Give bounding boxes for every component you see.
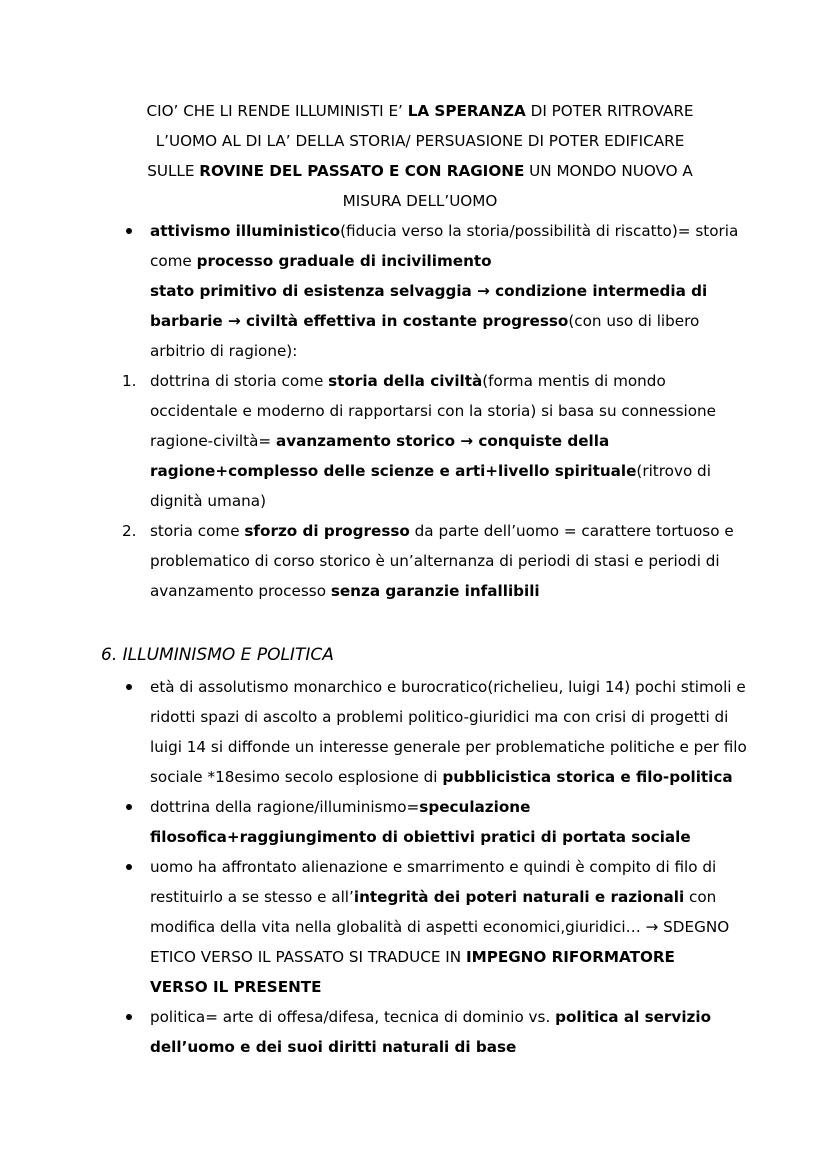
bullet-icon — [126, 228, 132, 234]
text-line — [150, 516, 828, 546]
text-line — [150, 216, 828, 246]
bold-text: pubblicistica storica e filo-politica — [442, 768, 733, 786]
text-line — [150, 456, 828, 486]
text-line — [150, 366, 828, 396]
text-line: problematico di corso storico è un’alternanza di periodi di stasi e periodi di — [150, 552, 720, 570]
bold-text: processo graduale di incivilimento — [196, 252, 492, 270]
bold-text: avanzamento storico → conquiste della — [275, 432, 610, 450]
bold-text: senza garanzie infallibili — [330, 582, 540, 600]
text: avanzamento processo — [150, 582, 331, 600]
text: ragione-civiltà= — [150, 432, 276, 450]
text-line: L’UOMO AL DI LA’ DELLA STORIA/ PERSUASIONE DI POTER EDIFICARE — [155, 132, 685, 150]
text-line: ridotti spazi di ascolto a problemi politico-giuridici ma con crisi di progetti di — [150, 708, 729, 726]
text: (forma mentis di mondo — [482, 372, 666, 390]
text-line — [150, 762, 828, 792]
text: CIO’ CHE LI RENDE ILLUMINISTI E’ — [146, 102, 408, 120]
text-line: modifica della vita nella globalità di aspetti economici,giuridici… → SDEGNO — [150, 918, 730, 936]
text-line — [150, 882, 828, 912]
bold-text: IMPEGNO RIFORMATORE — [465, 948, 675, 966]
text: dottrina della ragione/illuminismo= — [150, 798, 420, 816]
list-item — [0, 852, 828, 1002]
text: UN MONDO NUOVO A — [524, 162, 693, 180]
bold-text: politica al servizio — [555, 1008, 712, 1026]
text-line: età di assolutismo monarchico e burocratico(richelieu, luigi 14) pochi stimoli e — [150, 678, 746, 696]
item-number: 2. — [122, 522, 137, 540]
text: SULLE — [147, 162, 200, 180]
text: restituirlo a se stesso e all’ — [150, 888, 354, 906]
text-line: stato primitivo di esistenza selvaggia → condizione intermedia di — [150, 282, 708, 300]
list-item — [0, 792, 828, 852]
text-line — [150, 942, 828, 972]
intro-paragraph — [100, 96, 740, 216]
text-line: MISURA DELL’UOMO — [342, 192, 498, 210]
text-line: dignità umana) — [150, 492, 267, 510]
bold-text: ROVINE DEL PASSATO E CON RAGIONE — [199, 162, 525, 180]
politics-list — [0, 672, 828, 1062]
bold-text: barbarie → civiltà effettiva in costante progresso — [150, 312, 569, 330]
bullet-icon — [126, 864, 132, 870]
text: dottrina di storia come — [150, 372, 329, 390]
text-line — [150, 792, 828, 822]
text-line: occidentale e moderno di rapportarsi con la storia) si basa su connessione — [150, 402, 716, 420]
text: come — [150, 252, 197, 270]
text-line — [150, 426, 828, 456]
list-item — [0, 216, 828, 366]
text-line: uomo ha affrontato alienazione e smarrimento e quindi è compito di filo di — [150, 858, 717, 876]
text-line: filosofica+raggiungimento di obiettivi pratici di portata sociale — [150, 828, 691, 846]
bold-text: integrità dei poteri naturali e razionali — [353, 888, 685, 906]
text: (con uso di libero — [568, 312, 700, 330]
text: storia come — [150, 522, 245, 540]
list-item — [0, 672, 828, 792]
history-list — [0, 216, 828, 606]
text-line — [100, 96, 740, 126]
text-line: dell’uomo e dei suoi diritti naturali di base — [150, 1038, 517, 1056]
numbered-item — [0, 516, 828, 606]
text: con — [684, 888, 717, 906]
bold-text: sforzo di progresso — [244, 522, 410, 540]
list-item — [0, 1002, 828, 1062]
text-line: luigi 14 si diffonde un interesse generale per problematiche politiche e per filo — [150, 738, 747, 756]
item-number: 1. — [122, 372, 137, 390]
text: (ritrovo di — [636, 462, 711, 480]
bullet-icon — [126, 1014, 132, 1020]
text-line — [150, 576, 828, 606]
text-line — [150, 246, 828, 276]
text: politica= arte di offesa/difesa, tecnica di dominio vs. — [150, 1008, 556, 1026]
text: ETICO VERSO IL PASSATO SI TRADUCE IN — [150, 948, 466, 966]
bold-text: speculazione — [419, 798, 531, 816]
text: da parte dell’uomo = carattere tortuoso e — [409, 522, 734, 540]
bold-text: LA SPERANZA — [407, 102, 526, 120]
text-line: VERSO IL PRESENTE — [150, 978, 322, 996]
bold-text: storia della civiltà — [328, 372, 483, 390]
text-line — [100, 156, 740, 186]
text-line — [150, 1002, 828, 1032]
text: (fiducia verso la storia/possibilità di riscatto)= storia — [340, 222, 739, 240]
bold-text: attivismo illuministico — [150, 222, 341, 240]
bold-text: ragione+complesso delle scienze e arti+livello spirituale — [150, 462, 637, 480]
text-line: arbitrio di ragione): — [150, 342, 298, 360]
text-line — [150, 306, 828, 336]
text: DI POTER RITROVARE — [525, 102, 694, 120]
text: sociale *18esimo secolo esplosione di — [150, 768, 443, 786]
numbered-item — [0, 366, 828, 516]
bullet-icon — [126, 684, 132, 690]
bullet-icon — [126, 804, 132, 810]
section-heading: 6. ILLUMINISMO E POLITICA — [101, 645, 334, 665]
